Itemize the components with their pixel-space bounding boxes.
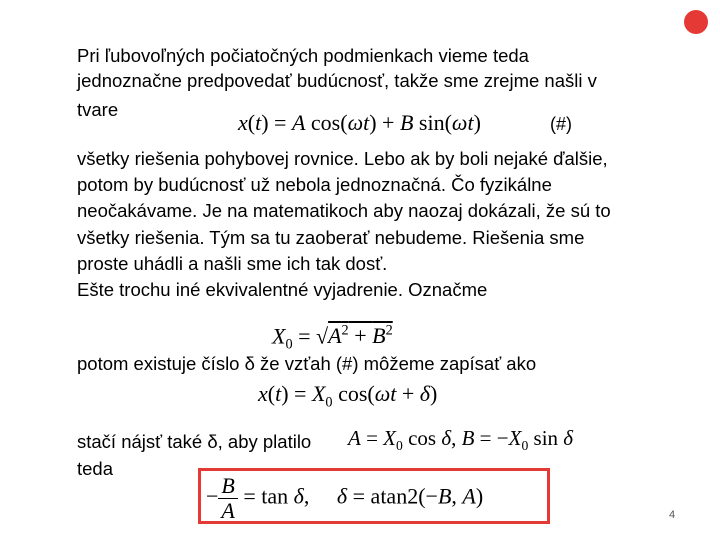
equation-amplitude: $X_0 = √A^2 + B^2$ <box>272 323 393 353</box>
paragraph-line: neočakávame. Je na matematikoch aby naozaj dokázali, že sú to <box>77 200 611 221</box>
paragraph-line: Pri ľubovoľných počiatočných podmienkach vieme teda <box>77 45 529 66</box>
paragraph-line: tvare <box>77 99 119 120</box>
paragraph-line: jednoznačne predpovedať budúcnosť, takže sme zrejme našli v <box>77 70 597 91</box>
paragraph-line: proste uhádli a našli sme ich tak dosť. <box>77 253 388 274</box>
equation-phase-form: $x(t) = X_0$ cos(ωt + δ) <box>258 381 438 411</box>
equation-condition: $A = X_0$ cos δ, $B = -X_0$ sin δ <box>348 426 574 454</box>
page-number: 4 <box>669 509 676 521</box>
equation-result: − $\frac{B}{A}$ = tan δ, δ = atan2(−B, A) <box>206 473 484 524</box>
equation-tag: (#) <box>550 114 572 134</box>
paragraph-line: všetky riešenia pohybovej rovnice. Lebo ak by boli nejaké ďalšie, <box>77 148 608 169</box>
paragraph-line: stačí nájsť také δ, aby platilo <box>77 431 312 452</box>
paragraph-line: všetky riešenia. Tým sa tu zaoberať nebudeme. Riešenia sme <box>77 227 585 248</box>
paragraph-line: potom existuje číslo δ že vzťah (#) môžeme zapísať ako <box>77 353 537 374</box>
paragraph-line: potom by budúcnosť už nebola jednoznačná. Čo fyzikálne <box>77 174 552 195</box>
equation-general-solution: x(t) = A cos(ωt) + B sin(ωt) <box>238 110 481 135</box>
paragraph-line: Ešte trochu iné ekvivalentné vyjadrenie. Označme <box>77 279 488 300</box>
red-dot-marker <box>684 10 708 34</box>
paragraph-line: teda <box>77 458 114 479</box>
